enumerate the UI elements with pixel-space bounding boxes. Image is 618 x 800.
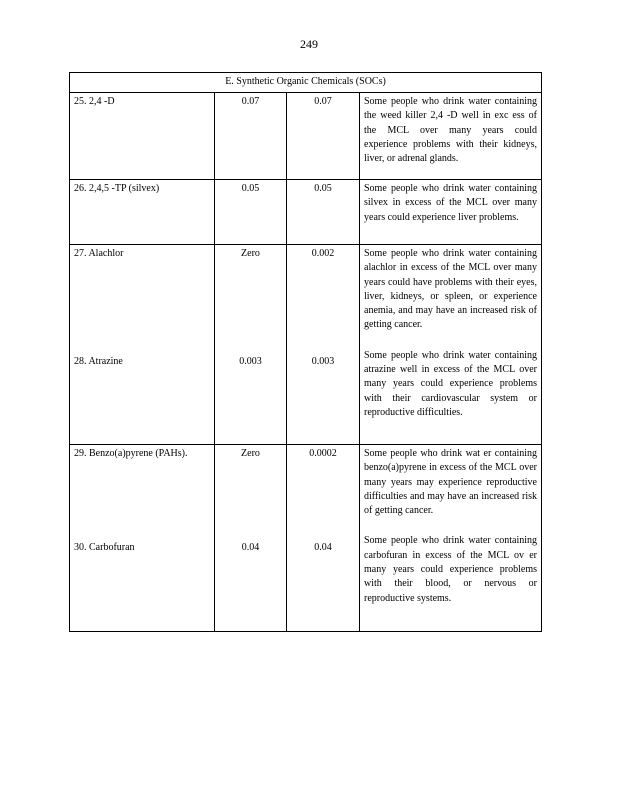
table-row [70, 93, 542, 180]
mclg-value: 0.003 [239, 356, 262, 368]
contaminant-name: 25. 2,4 -D [70, 93, 215, 180]
mcl-value: 0.04 [314, 542, 332, 554]
mclg-value: 0.05 [215, 180, 287, 245]
mcl-value: 0.002 [311, 248, 335, 259]
health-effect: Some people who drink water containing the weed killer 2,4 -D well in exc ess of the MCL over many years could experience problems with their kidneys, liver, or adrenal glands. [360, 93, 542, 180]
table-row-group [70, 445, 542, 632]
mcl-value: 0.05 [287, 180, 360, 245]
table-header-row [70, 73, 542, 93]
mcl-value: 0.07 [287, 93, 360, 180]
page-number: 249 [300, 37, 318, 51]
section-title: E. Synthetic Organic Chemicals (SOCs) [70, 73, 542, 93]
health-effect: Some people who drink water containing alachlor in excess of the MCL over many years could have problems with their eyes, liver, kidneys, or spleen, or experience anemia, and may have an increased risk of getting cancer. [364, 248, 537, 331]
contaminant-name: 26. 2,4,5 -TP (silvex) [70, 180, 215, 245]
health-effect: Some people who drink water containing silvex in excess of the MCL over many years could experience liver problems. [360, 180, 542, 245]
health-effect: Some people who drink wat er containing benzo(a)pyrene in excess of the MCL over many years may experience reproductive difficulties and may have an increased risk of getting cancer. [364, 448, 537, 517]
mclg-value: 0.07 [215, 93, 287, 180]
mcl-value: 0.0002 [309, 448, 337, 459]
contaminant-name: 29. Benzo(a)pyrene (PAHs). [74, 448, 188, 459]
contaminant-name: 30. Carbofuran [74, 542, 135, 554]
mclg-value: Zero [241, 248, 260, 259]
health-effect: Some people who drink water containing atrazine well in excess of the MCL over many years could experience problems with their cardiovascular system or reproductive difficulties. [364, 349, 537, 418]
table-row-group [70, 245, 542, 445]
mclg-value: Zero [241, 448, 260, 459]
mcl-value: 0.003 [311, 356, 335, 368]
table-row [70, 180, 542, 245]
health-effect: Some people who drink water containing carbofuran in excess of the MCL ov er many years could experience problems with their blood, or nervous or reproductive systems. [364, 535, 537, 604]
mclg-value: 0.04 [241, 542, 260, 554]
soc-table [69, 72, 542, 632]
contaminant-name: 28. Atrazine [74, 356, 123, 368]
contaminant-name: 27. Alachlor [74, 248, 124, 259]
